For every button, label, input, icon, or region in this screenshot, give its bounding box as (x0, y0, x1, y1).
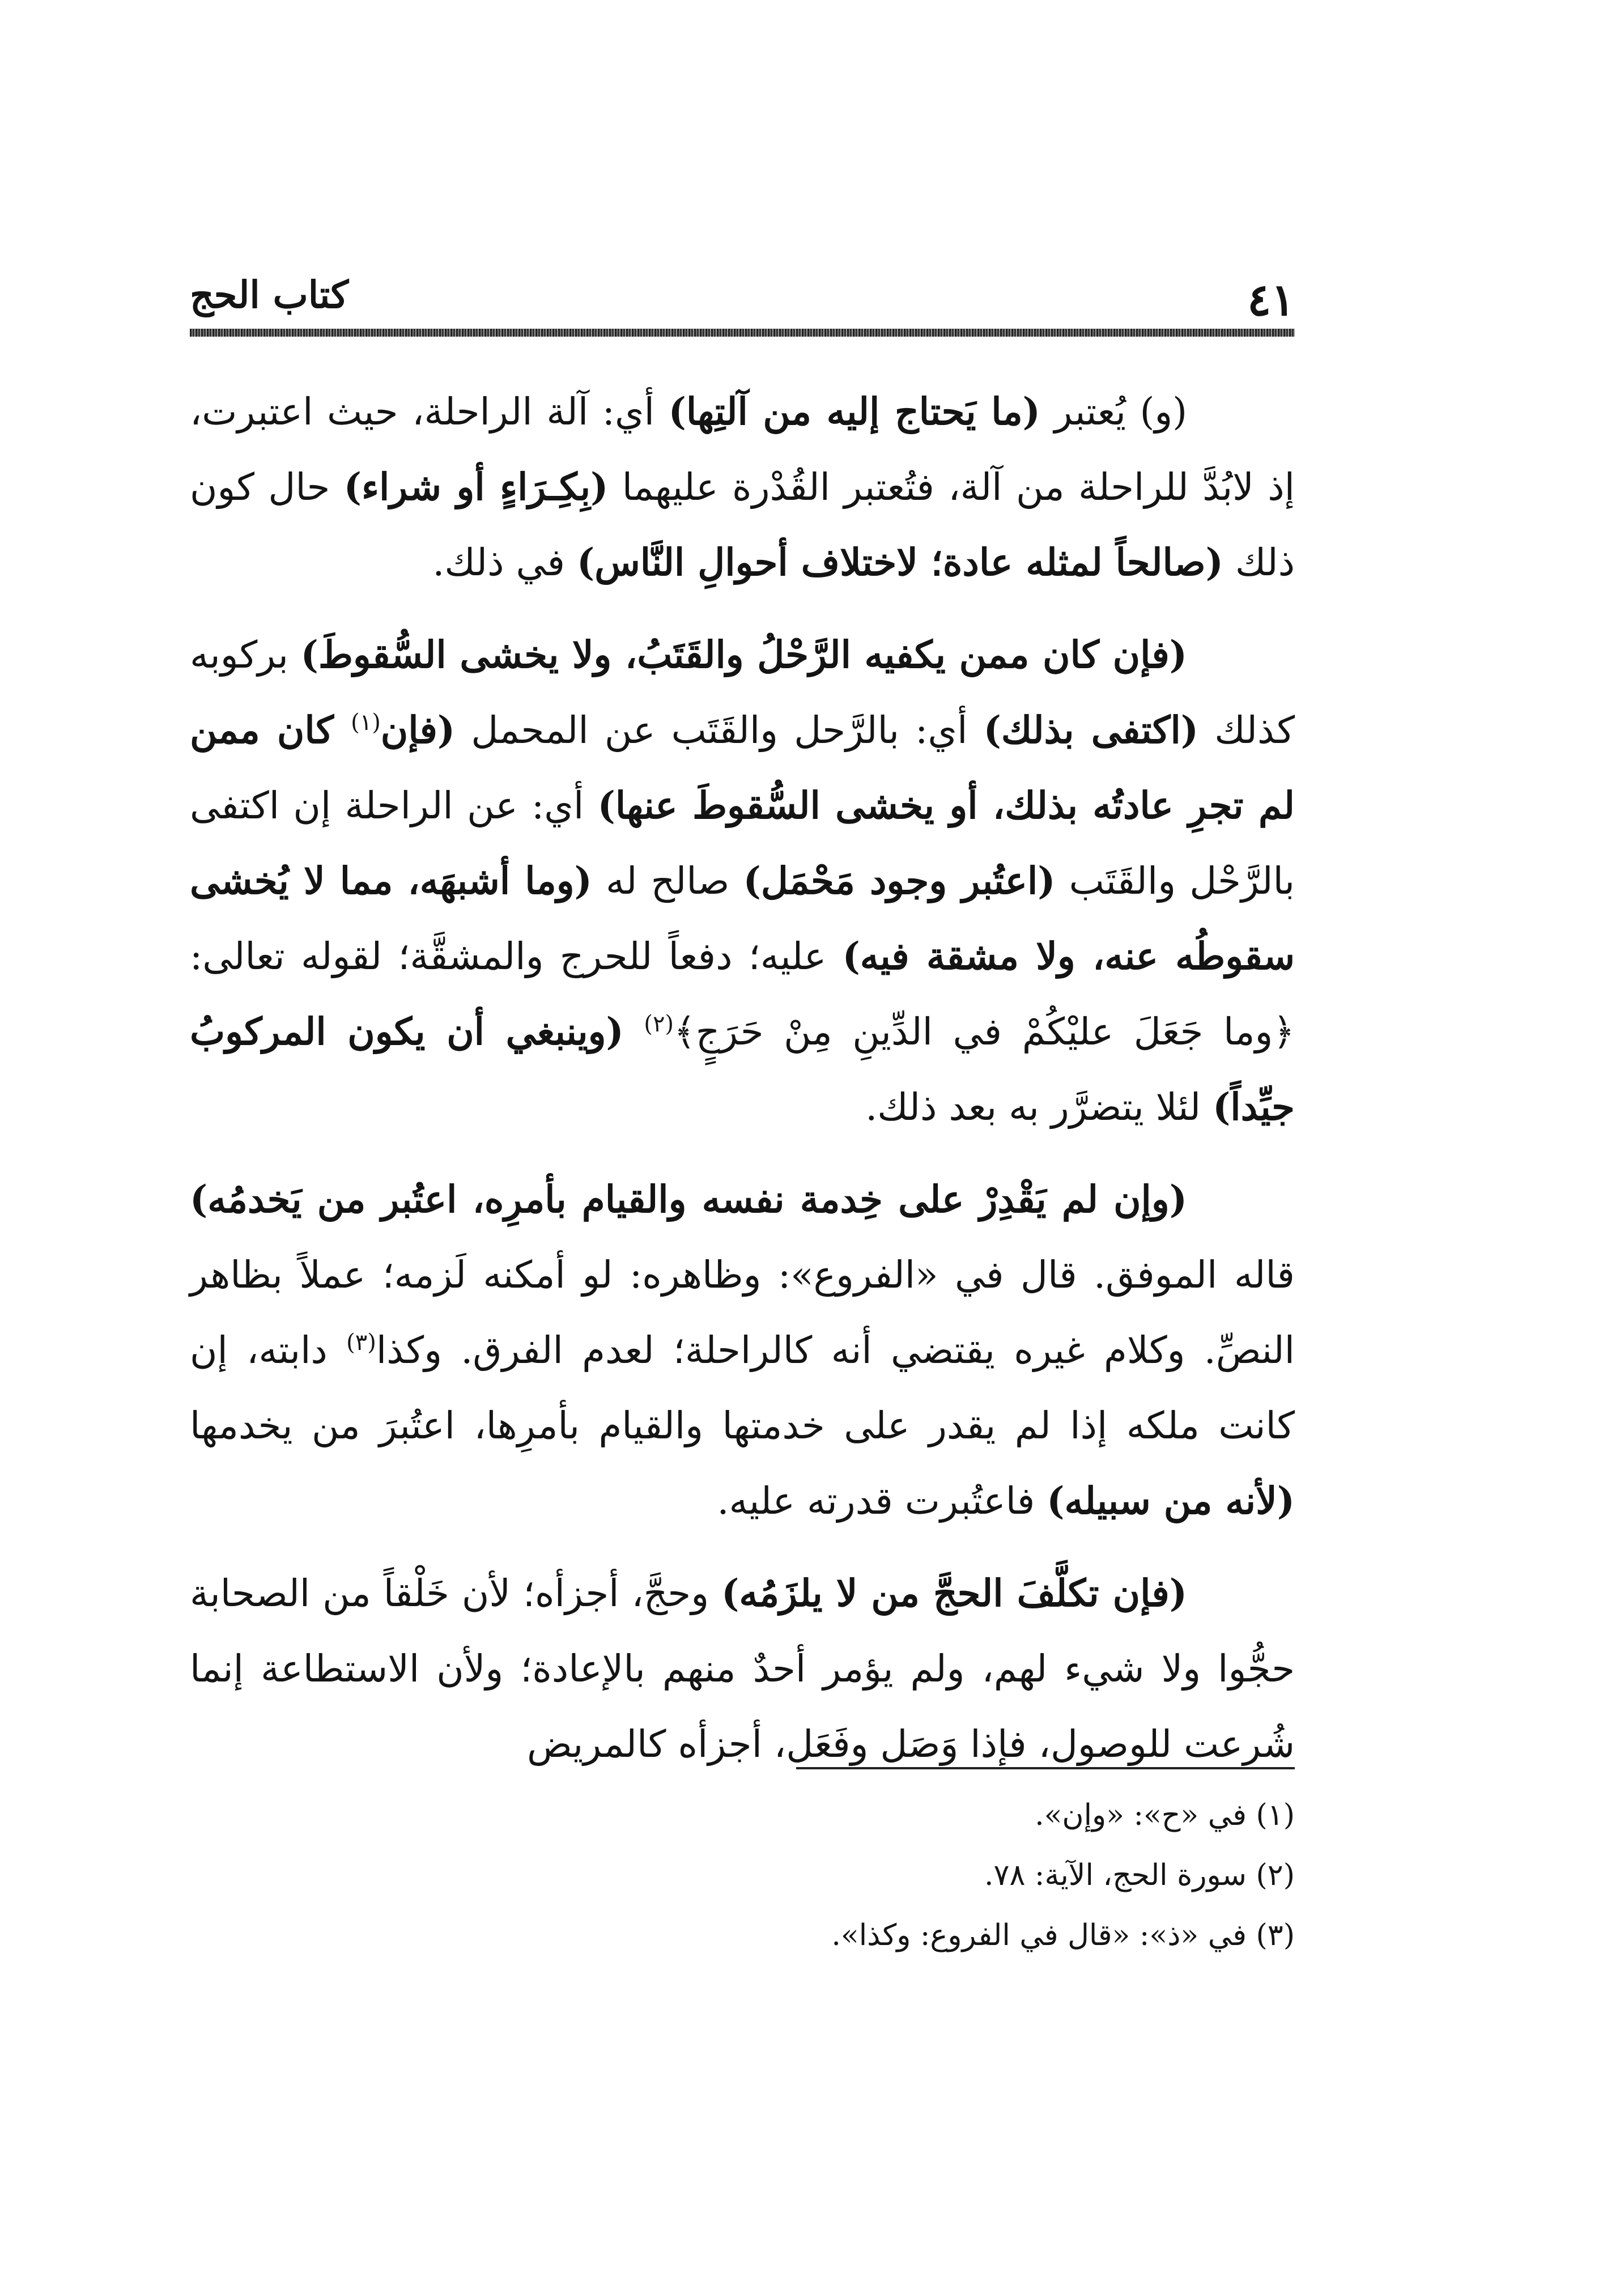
sharh-text: فاعتُبرت قدرته عليه. (717, 1479, 1047, 1523)
paragraph-4 (190, 1556, 1295, 1782)
sharh-text: أي: آلة الراحلة، حيث اعتبرت، إذ لابُدَّ للراحلة من آلة، فتُعتبر القُدْرة عليهما (190, 390, 1295, 509)
matn-text: (فإن تكلَّفَ الحجَّ من لا يلزَمُه) (721, 1571, 1187, 1615)
footnote-marker: (٣) (346, 1330, 376, 1356)
matn-text: (فإن كان ممن يكفيه الرَّحْلُ والقَتَبُ، ولا يخشى السُّقوطَ) (300, 632, 1187, 677)
sharh-text: في ذلك. (432, 541, 577, 584)
matn-text: (صالحاً لمثله عادة؛ لاختلاف أحوالِ النَّاس) (577, 540, 1223, 584)
paragraph-2 (190, 617, 1295, 1145)
footnote-rule (796, 1767, 1295, 1769)
sharh-text: وحجَّ، أجزأه؛ لأن خَلْقاً من الصحابة حجُّوا ولا شيء لهم، ولم يؤمر أحدٌ منهم بالإعادة؛ ولأن الاستطاعة إنما شُرعت للوصول، فإذا وَصَل وفَعَل، أجزأه كالمريض (190, 1572, 1295, 1766)
header-rule (190, 329, 1295, 337)
footnote-marker: (٢) (644, 1011, 674, 1037)
matn-text: (بِكِـرَاءٍ أو شراء) (343, 465, 609, 509)
sharh-text: أي: بالرَّحل والقَتَب عن المحمل (455, 708, 984, 752)
footnote-2: (٢) سورة الحج، الآية: ٧٨. (984, 1858, 1295, 1892)
sharh-text: بركوبه كذلك (190, 633, 1295, 752)
footnote-1: (١) في «ح»: «وإن». (1035, 1798, 1295, 1832)
sharh-text: قاله الموفق. قال في «الفروع»: وظاهره: لو أمكنه لَزمه؛ عملاً بظاهر النصِّ. وكلام غيره يقتضي أنه كالراحلة؛ لعدم الفرق. وكذا (190, 1253, 1295, 1372)
matn-text: (ما يَحتاج إليه من آلتِها) (668, 389, 1040, 434)
footnote-marker: (١) (351, 710, 381, 736)
matn-text: (اعتُبر وجود مَحْمَل) (743, 859, 1056, 903)
footnote-3: (٣) في «ذ»: «قال في الفروع: وكذا». (831, 1918, 1295, 1952)
sharh-text (624, 1010, 644, 1054)
sharh-text: حال كون ذلك (190, 465, 1295, 584)
sharh-text: (و) يُعتبر (1040, 390, 1187, 434)
matn-text: (اكتفى بذلك) (983, 708, 1199, 752)
footnotes (190, 1785, 1295, 1965)
sharh-text: عليه؛ دفعاً للحرج والمشقَّة؛ لقوله تعالى: ﴿وما جَعَلَ عليْكُمْ في الدِّينِ مِنْ حَرَجٍ﴾ (190, 935, 1295, 1054)
matn-text: (وإن لم يَقْدِرْ على خِدمة نفسه والقيام بأمرِه، اعتُبر من يَخدمُه) (190, 1177, 1187, 1221)
running-title: كتاب الحج (190, 273, 349, 317)
matn-text: (فإن (380, 708, 456, 752)
sharh-text: لئلا يتضرَّر به بعد ذلك. (865, 1085, 1213, 1129)
paragraph-3 (190, 1162, 1295, 1539)
page-header (190, 255, 1295, 346)
page-number: ٤١ (1247, 274, 1295, 326)
matn-text: كان ممن لم تجرِ عادتُه بذلك، أو يخشى السُّقوطَ عنها) (190, 708, 1295, 827)
paragraph-1 (190, 374, 1295, 600)
matn-text: (لأنه من سبيله) (1047, 1479, 1295, 1523)
matn-text: (وينبغي أن يكون المركوبُ جيِّداً) (190, 1009, 1295, 1129)
sharh-text: صالح له (592, 859, 743, 903)
sharh-text: أي: عن الراحلة إن اكتفى بالرَّحْل والقَتَب (190, 784, 1295, 903)
matn-text: (وما أشبهَه، مما لا يُخشى سقوطُه عنه، ولا مشقة فيه) (190, 859, 1295, 978)
body-text (190, 374, 1295, 1799)
sharh-text: دابته، إن كانت ملكه إذا لم يقدر على خدمتها والقيام بأمرِها، اعتُبرَ من يخدمها (190, 1328, 1295, 1447)
